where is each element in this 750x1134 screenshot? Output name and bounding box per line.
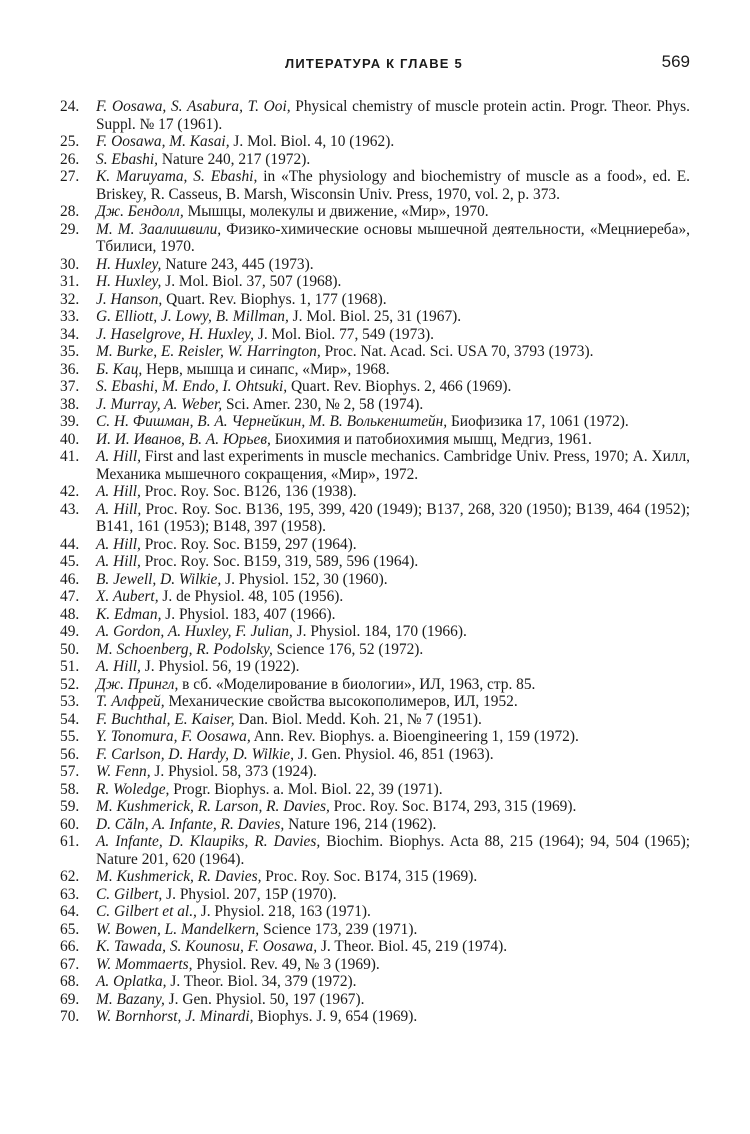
reference-number: 50. <box>60 640 80 658</box>
reference-authors: A. Hill, <box>96 500 142 518</box>
reference-item <box>60 991 690 1009</box>
reference-number: 33. <box>60 308 80 325</box>
reference-number: 30. <box>60 255 80 273</box>
reference-number: 39. <box>60 413 80 430</box>
reference-number: 36. <box>60 360 80 378</box>
reference-item <box>60 448 690 483</box>
reference-item <box>60 413 690 431</box>
reference-source: Proc. Roy. Soc. B159, 297 (1964). <box>140 535 357 553</box>
reference-number: 68. <box>60 973 80 990</box>
reference-number: 29. <box>60 220 80 238</box>
reference-item <box>60 903 690 921</box>
reference-source: in «The physiology and biochemistry of muscle as a food», ed. E. Briskey, R. Casseus, B. Marsh, Wisconsin Univ. Press, 1970, vol. 2, p. 373. <box>96 168 690 203</box>
reference-number: 47. <box>60 588 80 605</box>
reference-item <box>60 728 690 746</box>
reference-item <box>60 868 690 886</box>
reference-source: Quart. Rev. Biophys. 1, 177 (1968). <box>162 290 387 308</box>
reference-number: 59. <box>60 798 80 815</box>
reference-number: 51. <box>60 658 80 675</box>
reference-item <box>60 501 690 536</box>
page-header <box>60 52 690 80</box>
reference-number: 67. <box>60 955 80 973</box>
reference-source: Proc. Roy. Soc. B174, 293, 315 (1969). <box>329 798 577 815</box>
reference-number: 25. <box>60 133 80 150</box>
reference-item <box>60 676 690 694</box>
reference-authors: M. Kushmerick, R. Davies, <box>96 868 262 885</box>
reference-authors: W. Fenn, <box>96 763 151 780</box>
reference-source: J. Theor. Biol. 34, 379 (1972). <box>166 973 357 990</box>
reference-authors: Т. Алфрей, <box>96 693 165 710</box>
reference-authors: W. Bornhorst, J. Minardi, <box>96 1008 254 1025</box>
reference-item <box>60 886 690 904</box>
reference-source: Physiol. Rev. 49, № 3 (1969). <box>192 955 380 973</box>
reference-source: J. de Physiol. 48, 105 (1956). <box>158 588 344 605</box>
reference-number: 38. <box>60 395 80 413</box>
reference-source: First and last experiments in muscle mechanics. Cambridge Univ. Press, 1970; А. Хилл, Механика мышечного сокращения, «Мир», 1972. <box>96 448 691 483</box>
reference-authors: K. Maruyama, S. Ebashi, <box>96 168 258 185</box>
reference-item <box>60 641 690 659</box>
reference-item <box>60 256 690 274</box>
reference-item <box>60 98 690 133</box>
reference-authors: F. Carlson, D. Hardy, D. Wilkie, <box>96 745 294 763</box>
reference-number: 45. <box>60 553 80 570</box>
reference-source: Quart. Rev. Biophys. 2, 466 (1969). <box>287 378 512 395</box>
reference-authors: J. Haselgrove, H. Huxley, <box>96 325 254 343</box>
reference-authors: A. Hill, <box>96 553 141 570</box>
reference-item <box>60 396 690 414</box>
reference-number: 40. <box>60 430 80 448</box>
reference-authors: S. Ebashi, <box>96 150 158 168</box>
reference-item <box>60 431 690 449</box>
reference-source: Science 173, 239 (1971). <box>259 920 418 938</box>
reference-number: 44. <box>60 535 80 553</box>
reference-authors: С. Н. Фишман, В. А. Чернейкин, М. В. Волькенштейн, <box>96 413 448 430</box>
reference-authors: J. Murray, A. Weber, <box>96 395 223 413</box>
reference-number: 61. <box>60 833 80 850</box>
page-number: 569 <box>661 52 690 71</box>
reference-source: J. Mol. Biol. 77, 549 (1973). <box>254 325 434 343</box>
reference-authors: H. Huxley, <box>96 273 162 290</box>
reference-list <box>60 98 690 1026</box>
reference-number: 46. <box>60 570 80 588</box>
reference-source: J. Gen. Physiol. 50, 197 (1967). <box>164 990 365 1008</box>
reference-item <box>60 623 690 641</box>
reference-source: Ann. Rev. Biophys. a. Bioengineering 1, 159 (1972). <box>250 728 579 745</box>
reference-number: 65. <box>60 920 80 938</box>
reference-item <box>60 693 690 711</box>
reference-number: 49. <box>60 623 80 640</box>
reference-number: 35. <box>60 343 80 360</box>
reference-authors: Дж. Прингл, <box>96 675 179 693</box>
reference-item <box>60 553 690 571</box>
reference-authors: A. Hill, <box>96 535 141 553</box>
reference-source: J. Physiol. 58, 373 (1924). <box>150 763 317 780</box>
reference-authors: H. Huxley, <box>96 255 162 273</box>
reference-number: 27. <box>60 168 80 185</box>
reference-item <box>60 221 690 256</box>
reference-item <box>60 1008 690 1026</box>
reference-number: 53. <box>60 693 80 710</box>
reference-item <box>60 343 690 361</box>
reference-authors: J. Hanson, <box>96 290 163 308</box>
reference-authors: B. Jewell, D. Wilkie, <box>96 570 222 588</box>
reference-number: 70. <box>60 1008 80 1025</box>
reference-source: J. Mol. Biol. 37, 507 (1968). <box>161 273 342 290</box>
reference-item <box>60 938 690 956</box>
reference-item <box>60 921 690 939</box>
reference-authors: Дж. Бендолл, <box>96 203 184 220</box>
reference-item <box>60 168 690 203</box>
reference-source: Физико-химические основы мышечной деятельности, «Мецниереба», Тбилиси, 1970. <box>96 220 690 255</box>
reference-number: 31. <box>60 273 80 290</box>
reference-source: Sci. Amer. 230, № 2, 58 (1974). <box>222 395 424 413</box>
reference-authors: C. Gilbert et al., <box>96 903 197 920</box>
reference-authors: G. Elliott, J. Lowy, B. Millman, <box>96 308 289 325</box>
reference-source: Dan. Biol. Medd. Koh. 21, № 7 (1951). <box>234 710 482 728</box>
reference-authors: D. Căln, A. Infante, R. Davies, <box>96 815 285 833</box>
reference-item <box>60 151 690 169</box>
reference-item <box>60 203 690 221</box>
reference-source: Нерв, мышца и синапс, «Мир», 1968. <box>142 360 390 378</box>
reference-number: 56. <box>60 745 80 763</box>
reference-source: Биохимия и патобиохимия мышц, Медгиз, 1961. <box>270 430 592 448</box>
reference-item <box>60 273 690 291</box>
reference-authors: М. М. Заалишвили, <box>96 220 222 238</box>
reference-source: J. Physiol. 152, 30 (1960). <box>221 570 388 588</box>
reference-number: 69. <box>60 990 80 1008</box>
reference-authors: И. И. Иванов, В. А. Юрьев, <box>96 430 271 448</box>
reference-number: 41. <box>60 448 80 465</box>
reference-item <box>60 536 690 554</box>
reference-item <box>60 361 690 379</box>
reference-source: Science 176, 52 (1972). <box>272 640 424 658</box>
reference-number: 55. <box>60 728 80 745</box>
reference-authors: F. Buchthal, E. Kaiser, <box>96 710 235 728</box>
reference-authors: R. Woledge, <box>96 780 170 798</box>
reference-item <box>60 956 690 974</box>
reference-item <box>60 746 690 764</box>
reference-source: Proc. Roy. Soc. B126, 136 (1938). <box>140 483 357 500</box>
reference-item <box>60 816 690 834</box>
reference-source: J. Physiol. 183, 407 (1966). <box>161 605 336 623</box>
reference-source: J. Mol. Biol. 4, 10 (1962). <box>229 133 395 150</box>
reference-number: 28. <box>60 203 80 220</box>
reference-authors: W. Bowen, L. Mandelkern, <box>96 920 260 938</box>
reference-item <box>60 711 690 729</box>
reference-source: Biophys. J. 9, 654 (1969). <box>253 1008 418 1025</box>
reference-number: 43. <box>60 500 80 518</box>
reference-source: Proc. Roy. Soc. B174, 315 (1969). <box>261 868 478 885</box>
reference-number: 24. <box>60 98 80 115</box>
reference-authors: W. Mommaerts, <box>96 955 193 973</box>
reference-item <box>60 606 690 624</box>
reference-authors: K. Edman, <box>96 605 162 623</box>
reference-source: J. Physiol. 184, 170 (1966). <box>292 623 467 640</box>
reference-source: J. Gen. Physiol. 46, 851 (1963). <box>293 745 494 763</box>
reference-authors: A. Hill, <box>96 483 141 500</box>
reference-item <box>60 483 690 501</box>
reference-item <box>60 973 690 991</box>
reference-authors: Б. Кац, <box>96 360 143 378</box>
reference-source: Biochim. Biophys. Acta 88, 215 (1964); 94, 504 (1965); Nature 201, 620 (1964). <box>96 833 690 868</box>
reference-source: J. Physiol. 218, 163 (1971). <box>196 903 371 920</box>
reference-number: 42. <box>60 483 80 500</box>
reference-source: Nature 240, 217 (1972). <box>158 150 311 168</box>
reference-source: Nature 196, 214 (1962). <box>284 815 437 833</box>
reference-source: J. Physiol. 56, 19 (1922). <box>140 658 300 675</box>
reference-source: Proc. Roy. Soc. B159, 319, 589, 596 (1964). <box>140 553 419 570</box>
reference-number: 63. <box>60 885 80 903</box>
reference-authors: S. Ebashi, M. Endo, I. Ohtsuki, <box>96 378 288 395</box>
reference-number: 48. <box>60 605 80 623</box>
reference-item <box>60 798 690 816</box>
reference-item <box>60 833 690 868</box>
reference-number: 26. <box>60 150 80 168</box>
reference-source: Proc. Roy. Soc. B136, 195, 399, 420 (1949); B137, 268, 320 (1950); B139, 464 (1952); B141, 161 (1953); B148, 397 (1958). <box>96 500 691 535</box>
reference-number: 54. <box>60 710 80 728</box>
reference-number: 52. <box>60 675 80 693</box>
reference-number: 32. <box>60 290 80 308</box>
reference-authors: X. Aubert, <box>96 588 159 605</box>
reference-authors: M. Bazany, <box>96 990 165 1008</box>
reference-source: J. Physiol. 207, 15P (1970). <box>162 885 337 903</box>
reference-number: 66. <box>60 938 80 955</box>
reference-source: в сб. «Моделирование в биологии», ИЛ, 1963, стр. 85. <box>178 675 536 693</box>
reference-item <box>60 588 690 606</box>
reference-source: Механические свойства высокополимеров, ИЛ, 1952. <box>164 693 518 710</box>
reference-source: J. Theor. Biol. 45, 219 (1974). <box>317 938 508 955</box>
reference-source: Мышцы, молекулы и движение, «Мир», 1970. <box>183 203 489 220</box>
reference-authors: A. Hill, <box>96 658 141 675</box>
reference-item <box>60 326 690 344</box>
reference-item <box>60 378 690 396</box>
reference-number: 64. <box>60 903 80 920</box>
reference-number: 60. <box>60 815 80 833</box>
reference-number: 58. <box>60 780 80 798</box>
reference-item <box>60 658 690 676</box>
reference-authors: A. Hill, <box>96 448 141 465</box>
reference-item <box>60 308 690 326</box>
reference-source: Physical chemistry of muscle protein actin. Progr. Theor. Phys. Suppl. № 17 (1961). <box>96 98 690 133</box>
running-title: ЛИТЕРАТУРА К ГЛАВЕ 5 <box>285 56 463 71</box>
reference-item <box>60 133 690 151</box>
reference-item <box>60 571 690 589</box>
reference-number: 34. <box>60 325 80 343</box>
reference-source: Proc. Nat. Acad. Sci. USA 70, 3793 (1973). <box>320 343 594 360</box>
reference-authors: K. Tawada, S. Kounosu, F. Oosawa, <box>96 938 318 955</box>
reference-authors: A. Gordon, A. Huxley, F. Julian, <box>96 623 293 640</box>
reference-item <box>60 291 690 309</box>
reference-authors: M. Burke, E. Reisler, W. Harrington, <box>96 343 321 360</box>
reference-authors: F. Oosawa, S. Asabura, T. Ooi, <box>96 98 291 115</box>
reference-authors: Y. Tonomura, F. Oosawa, <box>96 728 251 745</box>
reference-number: 57. <box>60 763 80 780</box>
reference-source: J. Mol. Biol. 25, 31 (1967). <box>288 308 462 325</box>
reference-item <box>60 763 690 781</box>
reference-authors: M. Schoenberg, R. Podolsky, <box>96 640 273 658</box>
reference-number: 62. <box>60 868 80 885</box>
reference-item <box>60 781 690 799</box>
reference-number: 37. <box>60 378 80 395</box>
reference-authors: F. Oosawa, M. Kasai, <box>96 133 230 150</box>
reference-authors: A. Infante, D. Klaupiks, R. Davies, <box>96 833 321 850</box>
reference-authors: A. Oplatka, <box>96 973 167 990</box>
reference-authors: C. Gilbert, <box>96 885 163 903</box>
reference-authors: M. Kushmerick, R. Larson, R. Davies, <box>96 798 330 815</box>
reference-source: Progr. Biophys. a. Mol. Biol. 22, 39 (1971). <box>169 780 443 798</box>
reference-source: Биофизика 17, 1061 (1972). <box>447 413 629 430</box>
reference-source: Nature 243, 445 (1973). <box>161 255 314 273</box>
